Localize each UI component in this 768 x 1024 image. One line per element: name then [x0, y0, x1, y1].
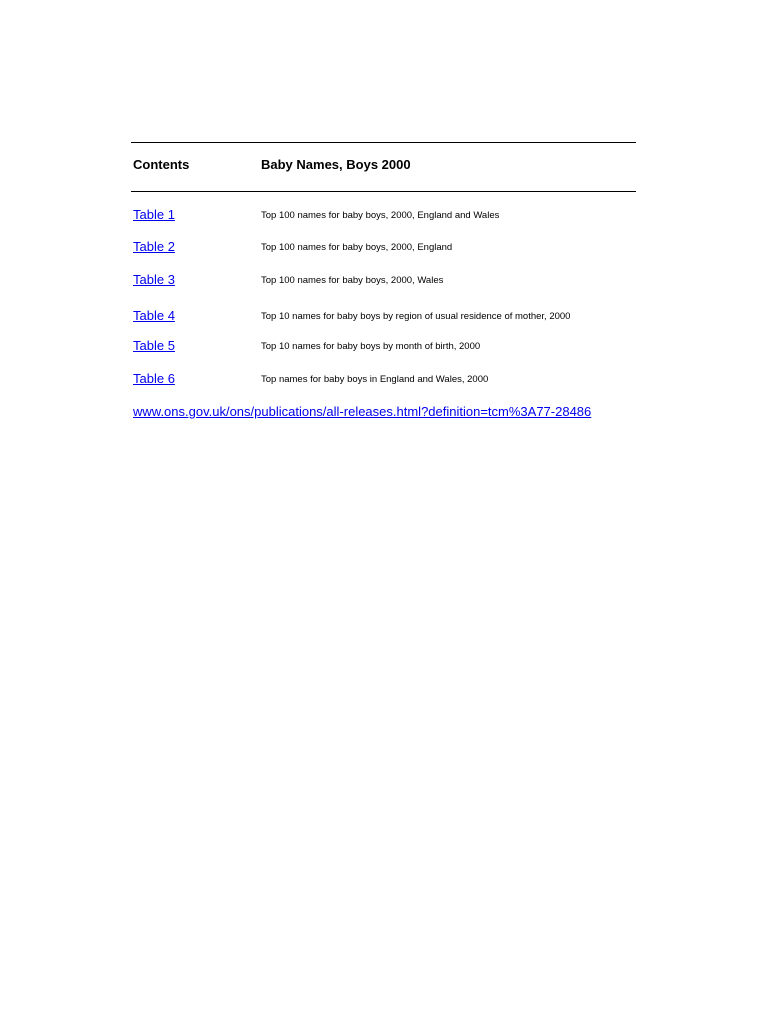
table-4-link[interactable]: Table 4 [133, 308, 175, 323]
table-1-description: Top 100 names for baby boys, 2000, England and Wales [261, 210, 500, 221]
header-top-rule [131, 142, 636, 143]
contents-heading: Contents [133, 157, 190, 172]
table-3-description: Top 100 names for baby boys, 2000, Wales [261, 275, 444, 286]
table-row [133, 207, 636, 225]
table-5-link[interactable]: Table 5 [133, 338, 175, 353]
table-6-description: Top names for baby boys in England and Wales, 2000 [261, 374, 489, 385]
header-bottom-rule [131, 191, 636, 192]
table-6-link[interactable]: Table 6 [133, 371, 175, 386]
table-1-link[interactable]: Table 1 [133, 207, 175, 222]
table-3-link[interactable]: Table 3 [133, 272, 175, 287]
ons-source-link[interactable]: www.ons.gov.uk/ons/publications/all-releases.html?definition=tcm%3A77-28486 [133, 404, 592, 419]
table-row [133, 371, 636, 389]
table-2-description: Top 100 names for baby boys, 2000, England [261, 242, 453, 253]
page-title: Baby Names, Boys 2000 [261, 157, 411, 172]
table-2-link[interactable]: Table 2 [133, 239, 175, 254]
table-row [133, 338, 636, 356]
table-row [133, 308, 636, 326]
table-5-description: Top 10 names for baby boys by month of birth, 2000 [261, 341, 481, 352]
table-row [133, 239, 636, 257]
table-4-description: Top 10 names for baby boys by region of usual residence of mother, 2000 [261, 311, 571, 322]
table-row [133, 272, 636, 290]
